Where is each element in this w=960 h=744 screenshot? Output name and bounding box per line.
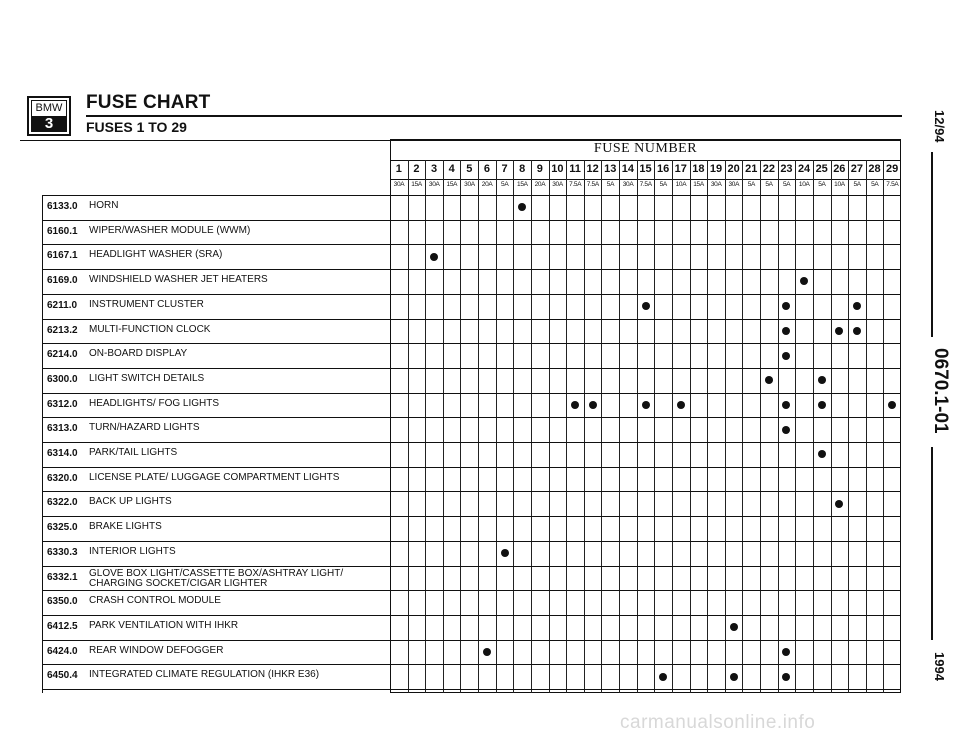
circuit-description: LIGHT SWITCH DETAILS [89,372,205,384]
fuse-amperage: 5A [659,181,667,188]
bmw-3-series-logo [27,96,71,136]
circuit-row [42,491,901,516]
circuit-code: 6211.0 [47,299,78,311]
fuse-number: 6 [483,163,490,175]
circuit-description: REAR WINDOW DEFOGGER [89,644,224,656]
circuit-row [42,516,901,541]
fuse-amperage: 30A [464,181,475,188]
page-title: FUSE CHART [86,92,211,113]
fuse-number: 3 [430,163,438,175]
fuse-number: 13 [604,163,617,175]
fuse-number: 27 [850,163,864,175]
fuse-number: 9 [536,163,543,175]
fuse-number: 7 [501,163,508,175]
circuit-row [42,343,901,368]
circuit-code: 6314.0 [47,448,78,459]
fuse-amperage: 5A [853,181,861,188]
fuse-number: 16 [656,163,670,175]
logo-brand: BMW [31,100,67,117]
circuit-code: 6412.5 [47,620,78,632]
margin-rule-bottom [931,447,933,640]
fuse-amperage: 15A [517,181,528,188]
circuit-description: INSTRUMENT CLUSTER [89,298,204,310]
title-rule [86,115,902,117]
fuse-number: 21 [745,163,758,175]
circuit-code: 6169.0 [47,275,78,287]
fuse-number: 24 [797,163,811,175]
circuit-code: 6167.1 [47,250,78,262]
circuit-description: MULTI-FUNCTION CLOCK [89,323,211,335]
circuit-row [42,640,901,665]
fuse-marker-dot [818,376,826,384]
circuit-description: HEADLIGHT WASHER (SRA) [89,249,223,261]
circuit-row [42,294,901,319]
fuse-marker-dot [571,401,579,409]
circuit-code: 6350.0 [47,596,78,608]
circuit-row [42,269,901,294]
fuse-amperage: 30A [622,181,634,188]
fuse-amperage: 30A [728,181,740,188]
fuse-amperage: 30A [428,181,440,188]
circuit-row [42,590,901,615]
fuse-amperage: 15A [693,181,704,188]
fuse-marker-dot [483,648,491,656]
fuse-amperage: 7.5A [569,181,582,188]
fuse-number: 18 [692,163,705,175]
fuse-number: 29 [886,163,899,175]
fuse-number: 20 [727,163,740,175]
fuse-number: 23 [780,163,793,175]
circuit-row [42,319,901,344]
fuse-amperage: 5A [765,181,773,188]
circuit-row [42,220,901,245]
circuit-code: 6214.0 [47,349,78,361]
fuse-marker-dot [818,401,826,409]
circuit-row [42,195,901,220]
fuse-amperage: 5A [606,181,615,188]
fuse-number: 5 [466,163,473,175]
circuit-code: 6133.0 [47,201,78,212]
fuse-amperage: 10A [834,181,845,188]
fuse-amperage: 10A [675,181,687,188]
fuse-number: 12 [586,163,599,175]
circuit-description: LICENSE PLATE/ LUGGAGE COMPARTMENT LIGHTS [89,471,340,483]
fuse-number: 19 [709,163,723,175]
circuit-description: ON-BOARD DISPLAY [89,348,188,360]
fuse-amperage: 7.5A [639,181,652,188]
circuit-row [42,566,901,591]
fuse-amperage: 10A [798,181,810,188]
fuse-amperage: 5A [782,181,791,188]
fuse-marker-dot [730,623,738,631]
fuse-number: 4 [448,163,455,175]
page-subtitle: FUSES 1 TO 29 [86,119,187,135]
rows-bottom-border [42,689,901,690]
circuit-code: 6325.0 [47,522,78,534]
circuit-code: 6322.0 [47,497,78,509]
circuit-description: CRASH CONTROL MODULE [89,595,221,607]
circuit-description: GLOVE BOX LIGHT/CASSETTE BOX/ASHTRAY LIGHT/ CHARGING SOCKET/CIGAR LIGHTER [89,567,344,589]
circuit-row [42,393,901,418]
fuse-number: 1 [395,163,402,175]
margin-rule-top [931,152,933,337]
circuit-code: 6160.1 [47,225,78,237]
fuse-amperage: 30A [552,181,563,188]
circuit-code: 6312.0 [47,398,78,410]
fuse-number: 22 [762,163,775,175]
circuit-code: 6300.0 [47,373,78,385]
margin-code: 0670.1-01 [930,348,951,434]
fuse-marker-dot [730,673,738,681]
circuit-description: TURN/HAZARD LIGHTS [89,422,200,434]
circuit-row [42,615,901,640]
fuse-amperage: 20A [481,181,493,188]
fuse-number: 10 [551,163,564,175]
fuse-marker-dot [659,673,667,681]
fuse-amperage: 7.5A [586,181,599,188]
fuse-number: 14 [621,163,634,175]
fuse-amperage: 20A [534,181,546,188]
circuit-code: 6424.0 [47,645,78,657]
circuit-description: PARK VENTILATION WITH IHKR [89,619,239,631]
fuse-number-heading: FUSE NUMBER [593,141,698,156]
circuit-description: BRAKE LIGHTS [89,521,162,533]
circuit-code: 6332.1 [47,571,78,583]
circuit-code: 6313.0 [47,423,78,435]
fuse-number: 8 [519,163,526,175]
fuse-marker-dot [501,549,509,557]
circuit-code: 6213.2 [47,324,78,336]
circuit-description: INTERIOR LIGHTS [89,545,176,557]
margin-date: 12/94 [932,110,947,143]
fuse-marker-dot [853,327,861,335]
circuit-description: WINDSHIELD WASHER JET HEATERS [89,274,268,286]
circuit-code: 6450.4 [47,670,78,682]
circuit-row [42,541,901,566]
fuse-amperage: 5A [871,181,879,188]
circuit-row [42,664,901,689]
fuse-number: 28 [868,163,881,175]
fuse-marker-dot [642,302,650,310]
fuse-amperage: 7.5A [886,181,899,188]
fuse-number: 26 [833,163,846,175]
circuit-row [42,417,901,442]
circuit-description: INTEGRATED CLIMATE REGULATION (IHKR E36) [89,669,320,681]
circuit-row [42,244,901,269]
circuit-code: 6330.3 [47,546,78,558]
fuse-amperage: 5A [501,181,509,188]
circuit-description: BACK UP LIGHTS [89,496,172,508]
logo-series: 3 [31,116,67,132]
circuit-description: HORN [89,200,119,211]
fuse-amperage: 30A [710,181,722,188]
fuse-amperage: 5A [818,181,826,188]
fuse-number: 2 [413,163,420,175]
circuit-row [42,442,901,467]
circuit-code: 6320.0 [47,472,78,484]
fuse-number: 11 [569,163,581,175]
watermark: carmanualsonline.info [620,712,816,733]
circuit-description: PARK/TAIL LIGHTS [89,447,178,458]
fuse-number: 17 [674,163,687,175]
fuse-number: 15 [639,163,652,175]
circuit-description: HEADLIGHTS/ FOG LIGHTS [89,397,220,409]
fuse-amperage: 5A [747,181,756,188]
fuse-amperage: 30A [393,181,405,188]
fuse-marker-dot [642,401,650,409]
fuse-number: 25 [815,163,828,175]
fuse-marker-dot [677,401,685,409]
circuit-row [42,467,901,492]
circuit-description: WIPER/WASHER MODULE (WWM) [89,224,251,236]
fuse-marker-dot [589,401,597,409]
margin-year: 1994 [932,652,947,681]
fuse-amperage: 15A [411,181,422,188]
fuse-marker-dot [430,253,438,261]
fuse-amperage: 15A [446,181,458,188]
